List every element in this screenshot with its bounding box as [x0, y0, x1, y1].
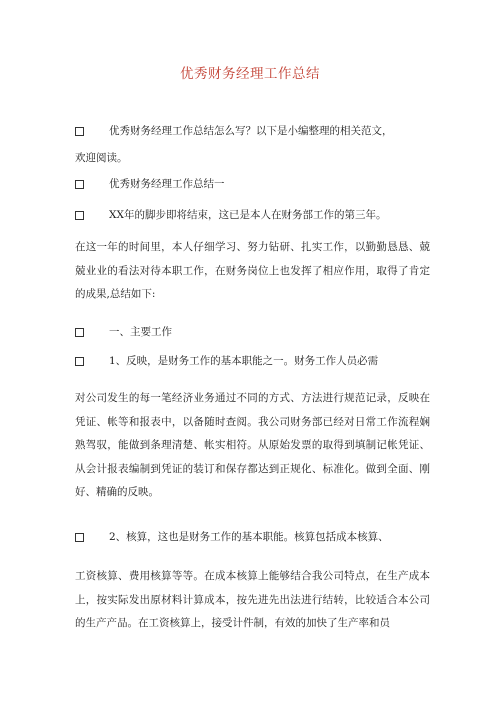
document-title: 优秀财务经理工作总结 [180, 66, 320, 82]
paragraph-accounting: 工资核算、费用核算等等。在成本核算上能够结合我公司特点，在生产成本上，按实际发出原材料计算成本，按先进先出法进行结转，比较适合本公司的生产产品。在工资核算上，接受计件制，有效的加快了生产率和员 [75, 570, 430, 629]
paragraph-intro: 在这一年的时间里，本人仔细学习、努力钻研、扎实工作，以勤勤恳恳、兢兢业业的看法对待本职工作，在财务岗位上也发挥了相应作用，取得了肯定的成果,总结如下: [75, 241, 430, 300]
checkbox-icon [75, 357, 84, 366]
intro-line-1: 优秀财务经理工作总结怎么写？以下是小编整理的相关范文， [109, 125, 393, 137]
checkbox-icon [75, 533, 84, 542]
item-reflect: 1、反映，是财务工作的基本职能之一。财务工作人员必需 [109, 355, 379, 367]
checkbox-icon [75, 328, 84, 337]
year-line: XX年的脚步即将结束，这已是本人在财务部工作的第三年。 [109, 209, 387, 221]
checkbox-icon [75, 211, 84, 220]
heading-summary-1: 优秀财务经理工作总结一 [109, 178, 225, 190]
paragraph-reflect: 对公司发生的每一笔经济业务通过不同的方式、方法进行规范记录，反映在凭证、帐等和报表中，以备随时查阅。我公司财务部已经对日常工作流程娴熟驾驭，能做到条理清楚、帐实相符。从原始发票的取得到填制记帐凭证、从会计报表编制到凭证的装订和保存都达到正规化、标准化。做到全面、刚好、精确的反映。 [75, 392, 430, 498]
section-main-work: 一、主要工作 [109, 326, 172, 338]
checkbox-icon [75, 127, 84, 136]
item-accounting: 2、核算，这也是财务工作的基本职能。核算包括成本核算、 [109, 531, 389, 543]
intro-line-2: 欢迎阅读。 [75, 152, 128, 164]
checkbox-icon [75, 180, 84, 189]
